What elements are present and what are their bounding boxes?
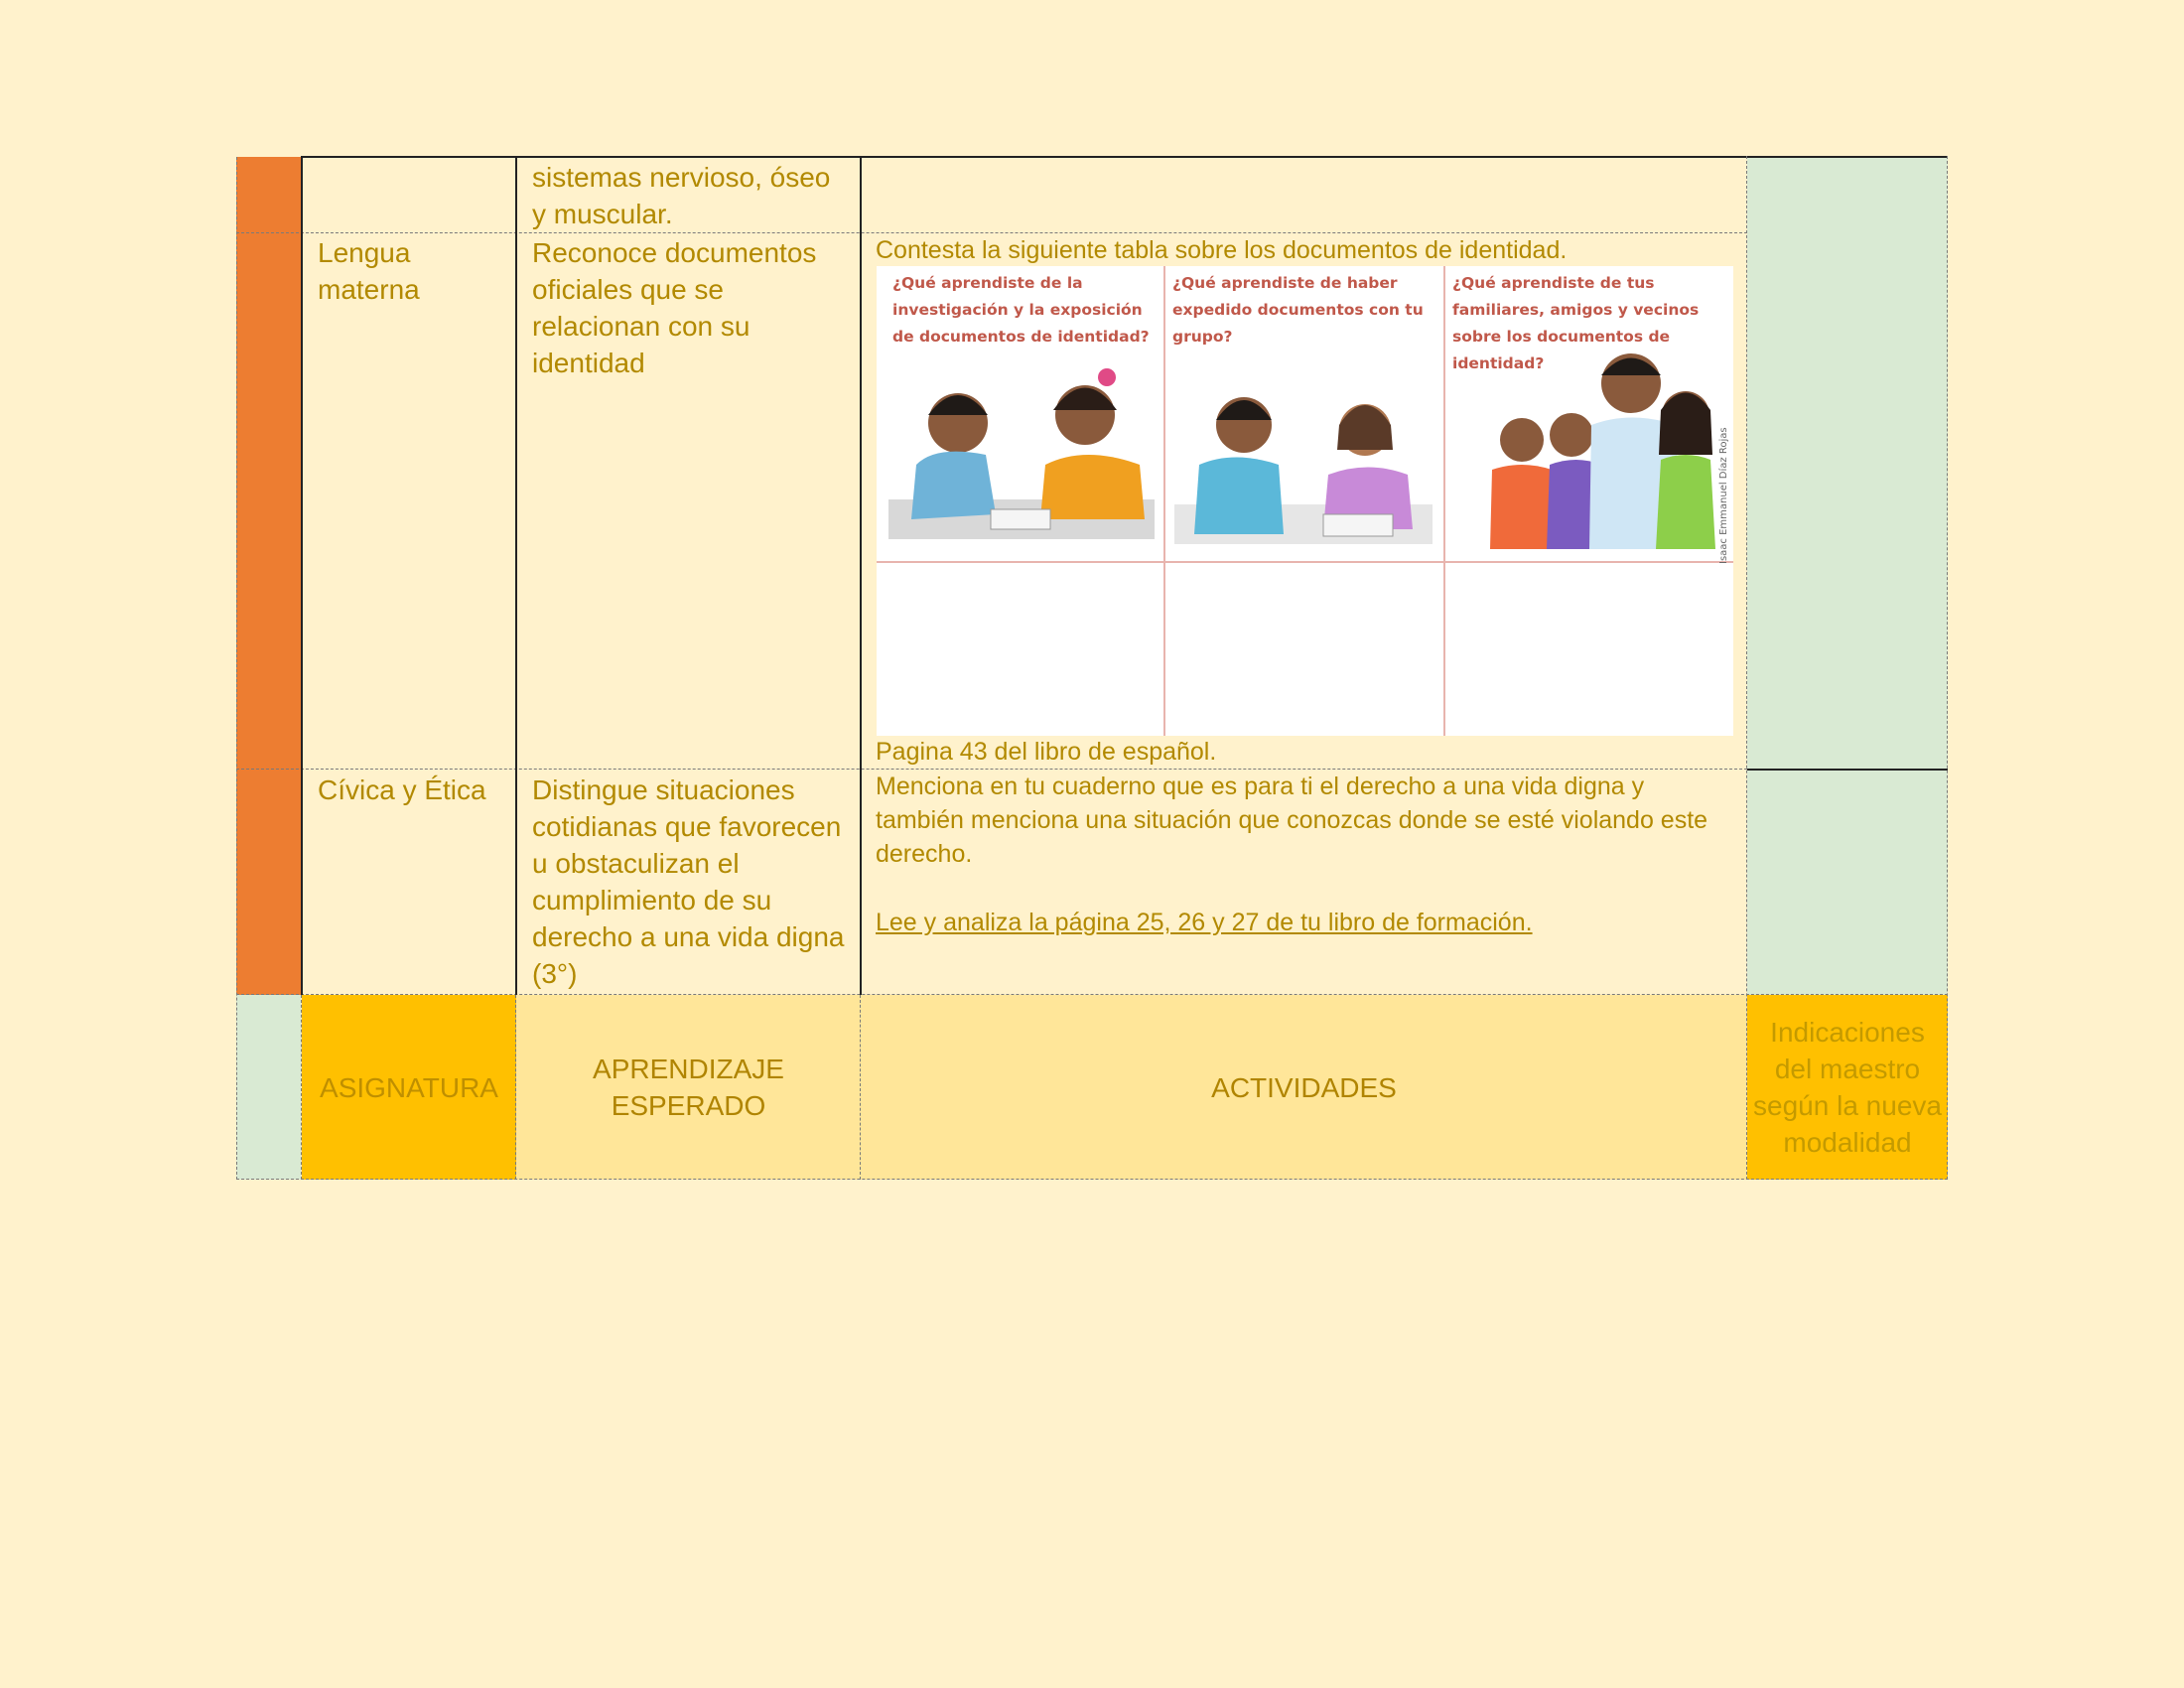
row-divider-2-right	[1747, 769, 1948, 771]
row3-aprendizaje: Distingue situaciones cotidianas que favorecen u obstaculizan el cumplimiento de su derecho a una vida digna (3°)	[532, 774, 845, 989]
orange-side-band	[236, 157, 301, 995]
header-aprendizaje: APRENDIZAJE ESPERADO	[593, 1054, 784, 1121]
row1-aprendizaje: sistemas nervioso, óseo y muscular.	[532, 162, 831, 229]
col-line-5	[1947, 156, 1948, 1180]
col-line-1	[301, 156, 303, 995]
illustration-credit: Isaac Emmanuel Díaz Rojas	[1718, 427, 1729, 564]
row3-actividad-text: Menciona en tu cuaderno que es para ti el derecho a una vida digna y también menciona una situación que conozcas donde se esté violando este derecho.	[876, 773, 1708, 868]
row3-actividad-link[interactable]: Lee y analiza la página 25, 26 y 27 de tu libro de formación.	[876, 909, 1533, 936]
row2-aprendizaje: Reconoce documentos oficiales que se relacionan con su identidad	[532, 237, 817, 378]
header-actividades: ACTIVIDADES	[1211, 1071, 1397, 1103]
col-line-3	[860, 156, 862, 995]
col-line-2	[515, 156, 517, 995]
header-asignatura: ASIGNATURA	[320, 1071, 498, 1103]
row3-asignatura: Cívica y Ética	[318, 774, 486, 805]
identity-documents-illustration	[877, 266, 1733, 736]
row2-actividad-intro: Contesta la siguiente tabla sobre los documentos de identidad.	[876, 236, 1568, 264]
green-right-column	[1747, 157, 1948, 995]
illustration-question-3: ¿Qué aprendiste de tus familiares, amigos y vecinos sobre los documentos de identidad?	[1452, 274, 1700, 372]
table-top-border	[302, 156, 1948, 158]
header-indicaciones: Indicaciones del maestro según la nueva modalidad	[1753, 1017, 1942, 1158]
row2-actividad-ref: Pagina 43 del libro de español.	[876, 738, 1217, 766]
illustration-question-1: ¿Qué aprendiste de la investigación y la exposición de documentos de identidad?	[892, 274, 1150, 346]
col-line-0	[236, 157, 237, 1180]
row2-asignatura: Lengua materna	[318, 237, 420, 305]
illustration-question-2: ¿Qué aprendiste de haber expedido documentos con tu grupo?	[1172, 274, 1424, 346]
green-corner-cell	[236, 995, 301, 1180]
